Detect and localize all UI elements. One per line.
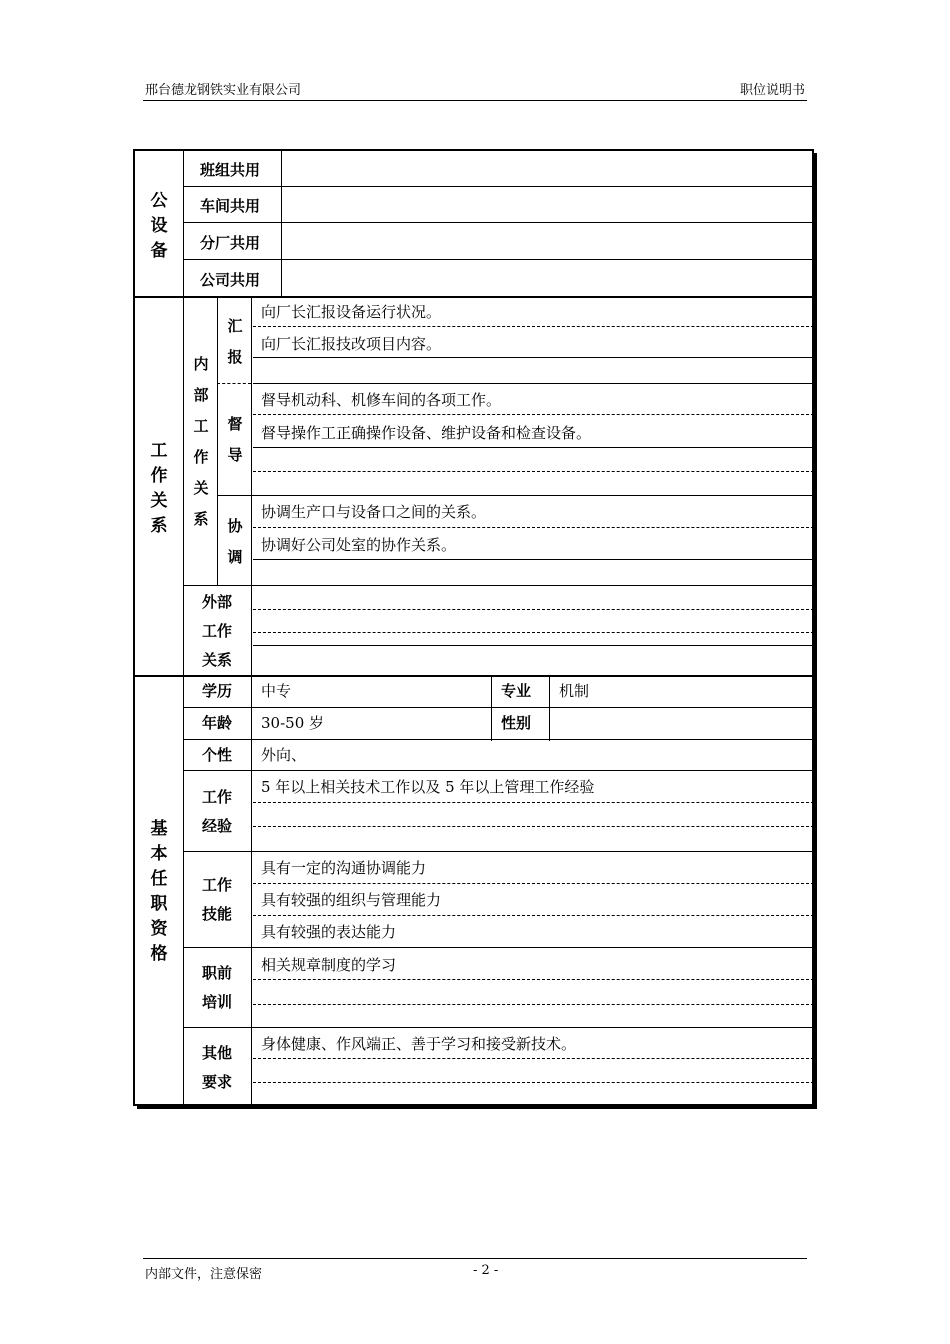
gender-label: 性别 bbox=[501, 714, 532, 732]
external-label-2: 工作 bbox=[202, 622, 233, 640]
skill-item-1: 具有一定的沟通协调能力 bbox=[261, 859, 427, 877]
skill-item-2: 具有较强的组织与管理能力 bbox=[261, 891, 442, 909]
personality-label: 个性 bbox=[202, 746, 233, 764]
equipment-team-label: 班组共用 bbox=[200, 161, 261, 179]
major-label: 专业 bbox=[501, 682, 532, 700]
report-label: 汇 报 bbox=[227, 317, 243, 366]
confidential-notice: 内部文件，注意保密 bbox=[145, 1267, 263, 1282]
education-label: 学历 bbox=[202, 682, 233, 700]
training-label-2: 培训 bbox=[202, 993, 233, 1011]
report-line-1: 向厂长汇报设备运行状况。 bbox=[261, 303, 442, 321]
other-label-2: 要求 bbox=[202, 1073, 233, 1091]
coordinate-line-2: 协调好公司处室的协作关系。 bbox=[261, 536, 457, 554]
age-value: 30-50 岁 bbox=[261, 714, 325, 732]
supervise-line-2: 督导操作工正确操作设备、维护设备和检查设备。 bbox=[261, 424, 592, 442]
external-label-3: 关系 bbox=[202, 651, 233, 669]
training-value: 相关规章制度的学习 bbox=[261, 956, 397, 974]
equipment-section-label: 公 设 备 bbox=[150, 191, 168, 261]
company-name: 邢台德龙钢铁实业有限公司 bbox=[145, 83, 302, 98]
qualifications-section-label: 基 本 任 职 资 格 bbox=[150, 819, 168, 964]
report-line-2: 向厂长汇报技改项目内容。 bbox=[261, 335, 442, 353]
experience-label-1: 工作 bbox=[202, 788, 233, 806]
job-description-table bbox=[133, 149, 817, 1109]
equipment-branch-label: 分厂共用 bbox=[200, 234, 261, 252]
internal-relations-label: 内 部 工 作 关 系 bbox=[193, 355, 209, 528]
document-title: 职位说明书 bbox=[739, 83, 805, 98]
equipment-company-label: 公司共用 bbox=[200, 271, 261, 289]
relations-section-label: 工 作 关 系 bbox=[150, 441, 168, 536]
equipment-workshop-label: 车间共用 bbox=[200, 197, 261, 215]
personality-value: 外向、 bbox=[261, 746, 307, 764]
other-label-1: 其他 bbox=[202, 1044, 233, 1062]
training-label-1: 职前 bbox=[202, 964, 233, 982]
experience-label-2: 经验 bbox=[202, 817, 233, 835]
experience-value: 5 年以上相关技术工作以及 5 年以上管理工作经验 bbox=[261, 778, 595, 796]
page-footer bbox=[143, 1258, 807, 1281]
page-number: - 2 - bbox=[473, 1263, 499, 1278]
supervise-label: 督 导 bbox=[227, 415, 243, 464]
skill-item-3: 具有较强的表达能力 bbox=[261, 923, 397, 941]
age-label: 年龄 bbox=[202, 714, 233, 732]
other-value: 身体健康、作风端正、善于学习和接受新技术。 bbox=[261, 1035, 577, 1053]
education-value: 中专 bbox=[261, 682, 292, 700]
skills-label-2: 技能 bbox=[202, 905, 233, 923]
external-label-1: 外部 bbox=[202, 593, 233, 611]
coordinate-line-1: 协调生产口与设备口之间的关系。 bbox=[261, 503, 487, 521]
page-header bbox=[143, 82, 807, 101]
coordinate-label: 协 调 bbox=[227, 517, 243, 566]
supervise-line-1: 督导机动科、机修车间的各项工作。 bbox=[261, 391, 502, 409]
skills-label-1: 工作 bbox=[202, 876, 233, 894]
major-value: 机制 bbox=[559, 682, 590, 700]
